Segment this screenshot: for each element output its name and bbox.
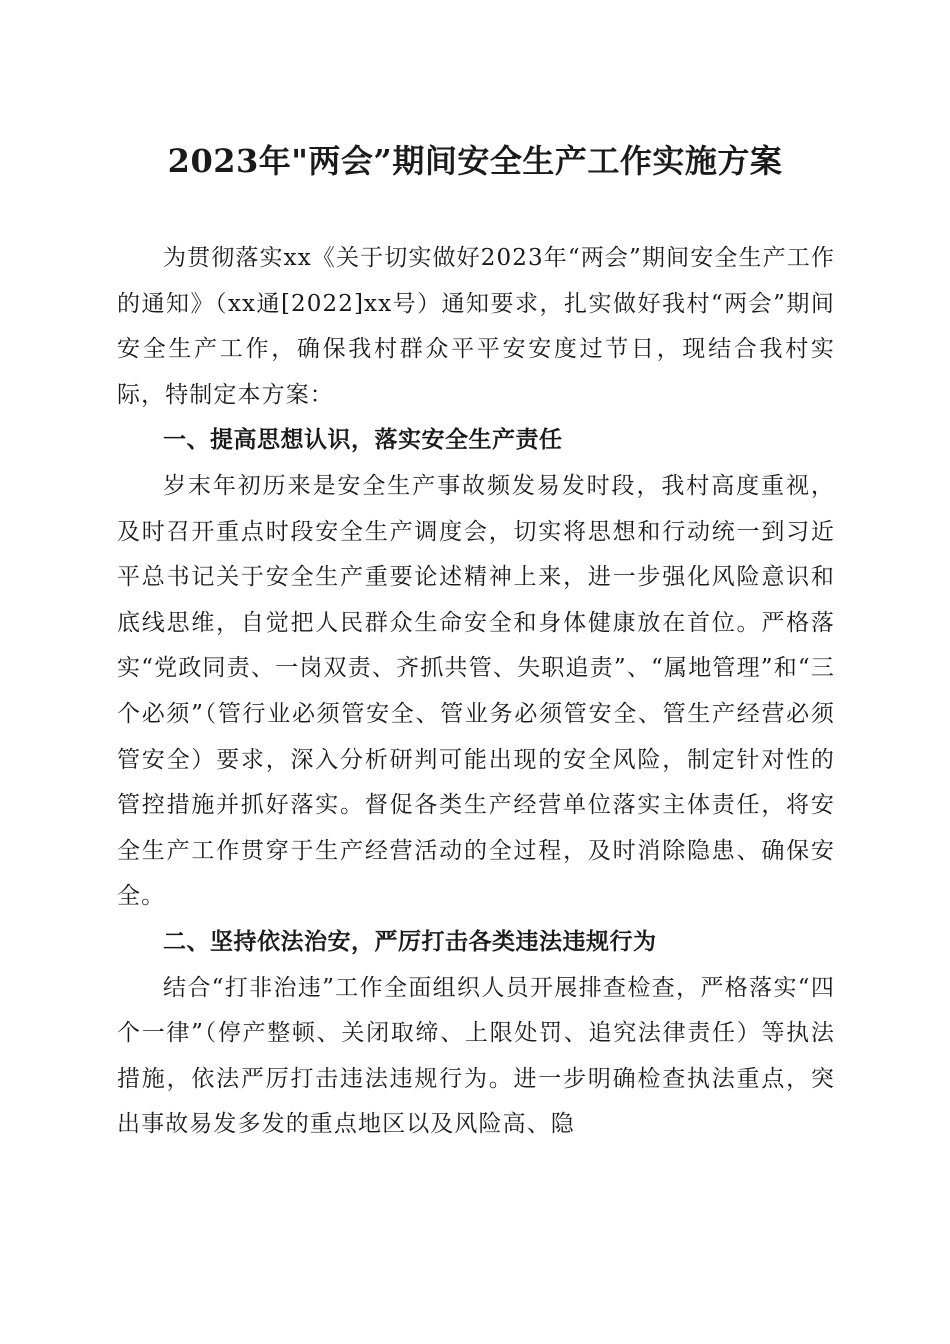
section-1-paragraph: 岁末年初历来是安全生产事故频发易发时段，我村高度重视，及时召开重点时段安全生产调度会，切实将思想和行动统一到习近平总书记关于安全生产重要论述精神上来，进一步强化风险意识和底线思维，自觉把人民群众生命安全和身体健康放在首位。严格落实“党政同责、一岗双责、齐抓共管、失职追责”、“属地管理”和“三个必须”（管行业必须管安全、管业务必须管安全、管生产经营必须管安全）要求，深入分析研判可能出现的安全风险，制定针对性的管控措施并抓好落实。督促各类生产经营单位落实主体责任，将安全生产工作贯穿于生产经营活动的全过程，及时消除隐患、确保安全。 bbox=[117, 472, 835, 910]
document-body bbox=[117, 236, 835, 1148]
section-2-heading: 二、坚持依法治安，严厉打击各类违法违规行为 bbox=[163, 928, 657, 955]
document-title: 2023年"两会”期间安全生产工作实施方案 bbox=[167, 142, 783, 180]
intro-paragraph: 为贯彻落实xx《关于切实做好2023年“两会”期间安全生产工作的通知》（xx通[2022]xx号）通知要求，扎实做好我村“两会”期间安全生产工作，确保我村群众平平安安度过节日，现结合我村实际，特制定本方案： bbox=[117, 245, 835, 408]
section-2-paragraph: 结合“打非治违”工作全面组织人员开展排查检查，严格落实“四个一律”（停产整顿、关闭取缔、上限处罚、追究法律责任）等执法措施，依法严厉打击违法违规行为。进一步明确检查执法重点，突出事故易发多发的重点地区以及风险高、隐 bbox=[117, 974, 835, 1138]
section-1-heading: 一、提高思想认识，落实安全生产责任 bbox=[163, 427, 563, 454]
